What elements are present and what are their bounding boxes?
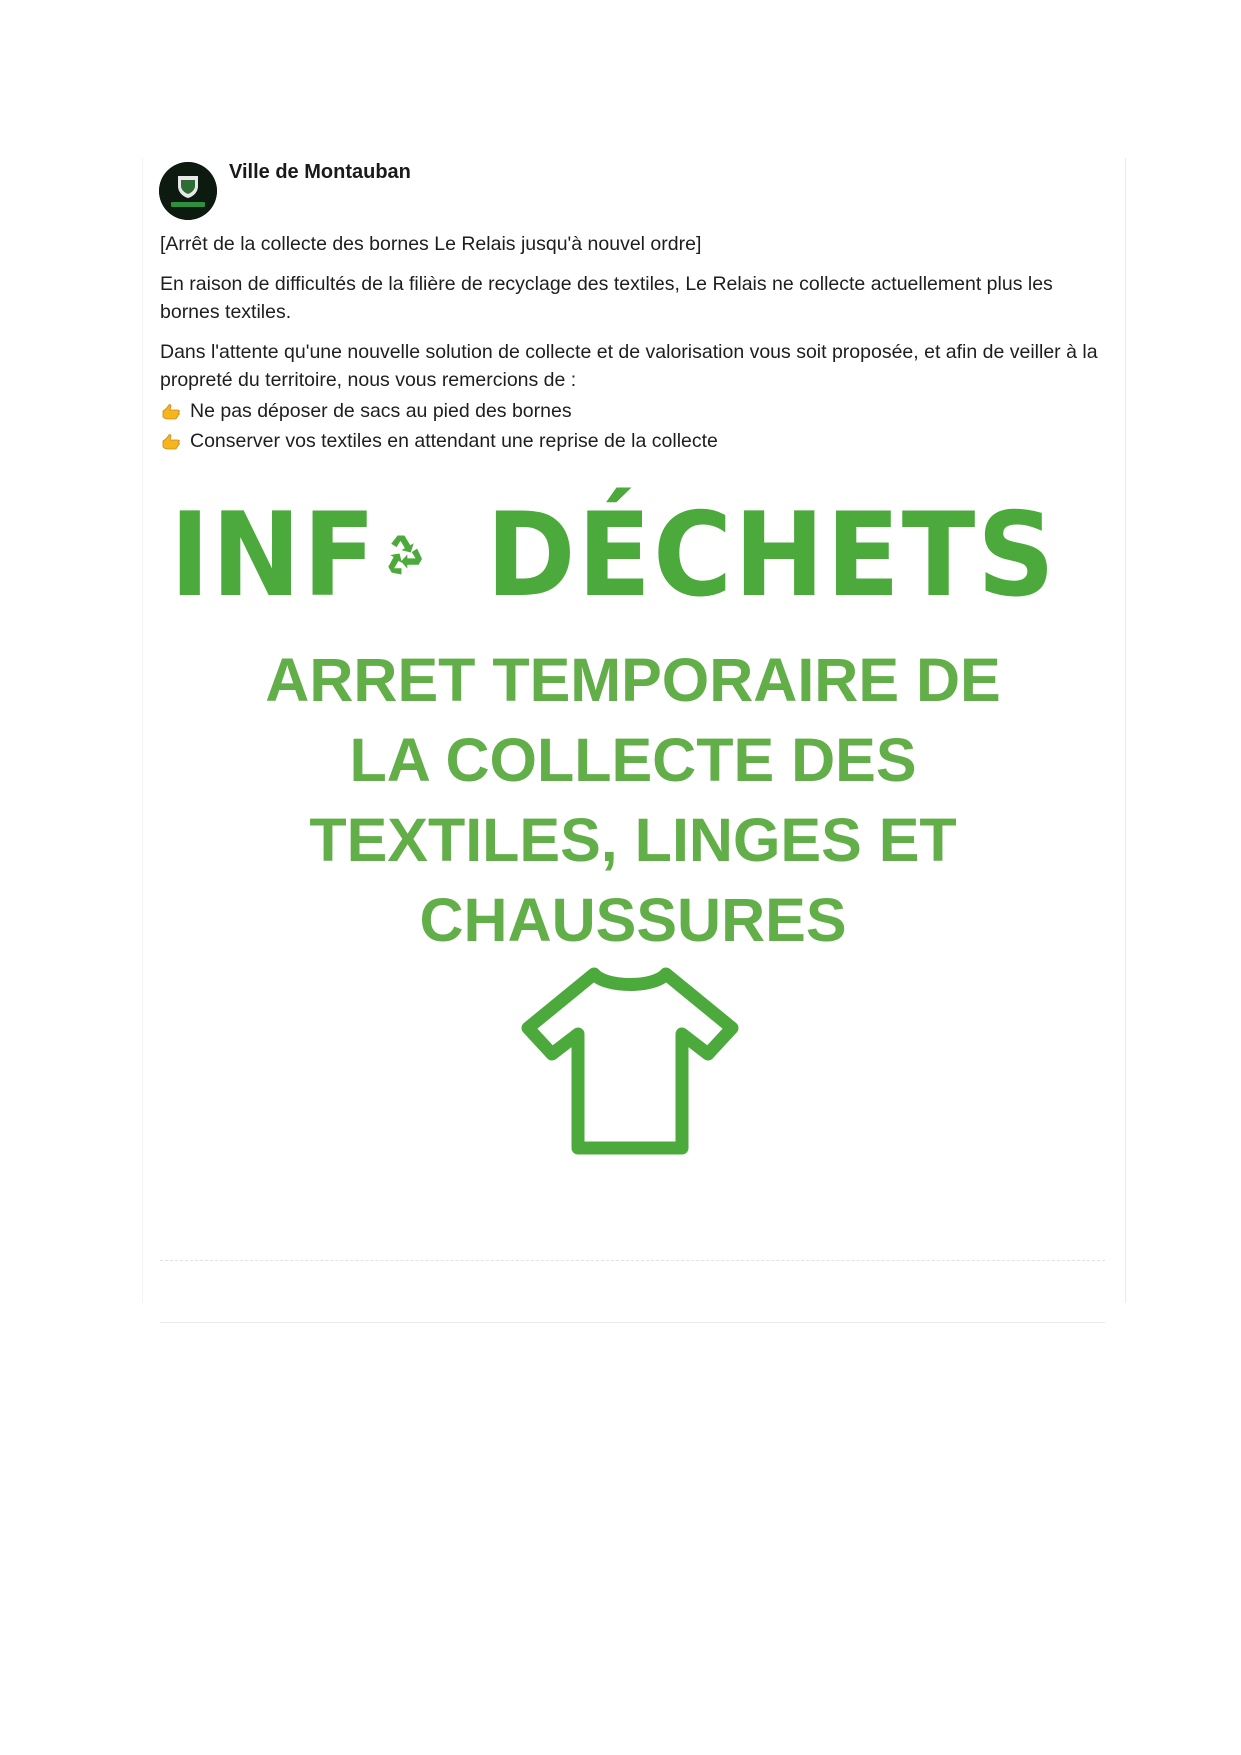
poster-subtitle-line: ARRET TEMPORAIRE DE — [265, 646, 1001, 714]
post-image[interactable] — [142, 470, 1124, 1190]
divider — [160, 1260, 1105, 1262]
list-item — [160, 396, 1105, 426]
post-headline: [Arrêt de la collecte des bornes Le Relais jusqu'à nouvel ordre] — [160, 233, 702, 255]
post-text — [160, 230, 1105, 456]
poster-subtitle — [142, 640, 1124, 960]
poster-title — [170, 487, 1100, 623]
post-paragraph-2: Dans l'attente qu'une nouvelle solution de collecte et de valorisation vous soit proposée, et afin de veiller à la propreté du territoire, nous vous remercions de : — [160, 341, 1098, 391]
author-name[interactable]: Ville de Montauban — [229, 161, 411, 183]
poster-subtitle-line: TEXTILES, LINGES ET — [309, 806, 957, 874]
pointing-hand-icon — [160, 400, 182, 422]
post-header — [159, 158, 1059, 222]
poster-title-part2: DÉCHETS — [486, 487, 1058, 623]
list-item — [160, 426, 1105, 456]
city-crest-icon — [159, 162, 217, 220]
bullet-text: Conserver vos textiles en attendant une reprise de la collecte — [190, 430, 718, 452]
tshirt-icon — [510, 960, 750, 1160]
poster-subtitle-line: CHAUSSURES — [419, 886, 847, 954]
divider — [160, 1322, 1105, 1324]
poster-title-part1: INF — [170, 487, 378, 623]
recycle-icon — [379, 503, 428, 607]
pointing-hand-icon — [160, 430, 182, 452]
post-paragraph-1: En raison de difficultés de la filière de recyclage des textiles, Le Relais ne collecte actuellement plus les bornes textiles. — [160, 273, 1053, 323]
bullet-list — [160, 396, 1105, 456]
poster-subtitle-line: LA COLLECTE DES — [349, 726, 917, 794]
avatar[interactable] — [159, 162, 217, 220]
bullet-text: Ne pas déposer de sacs au pied des bornes — [190, 400, 572, 422]
